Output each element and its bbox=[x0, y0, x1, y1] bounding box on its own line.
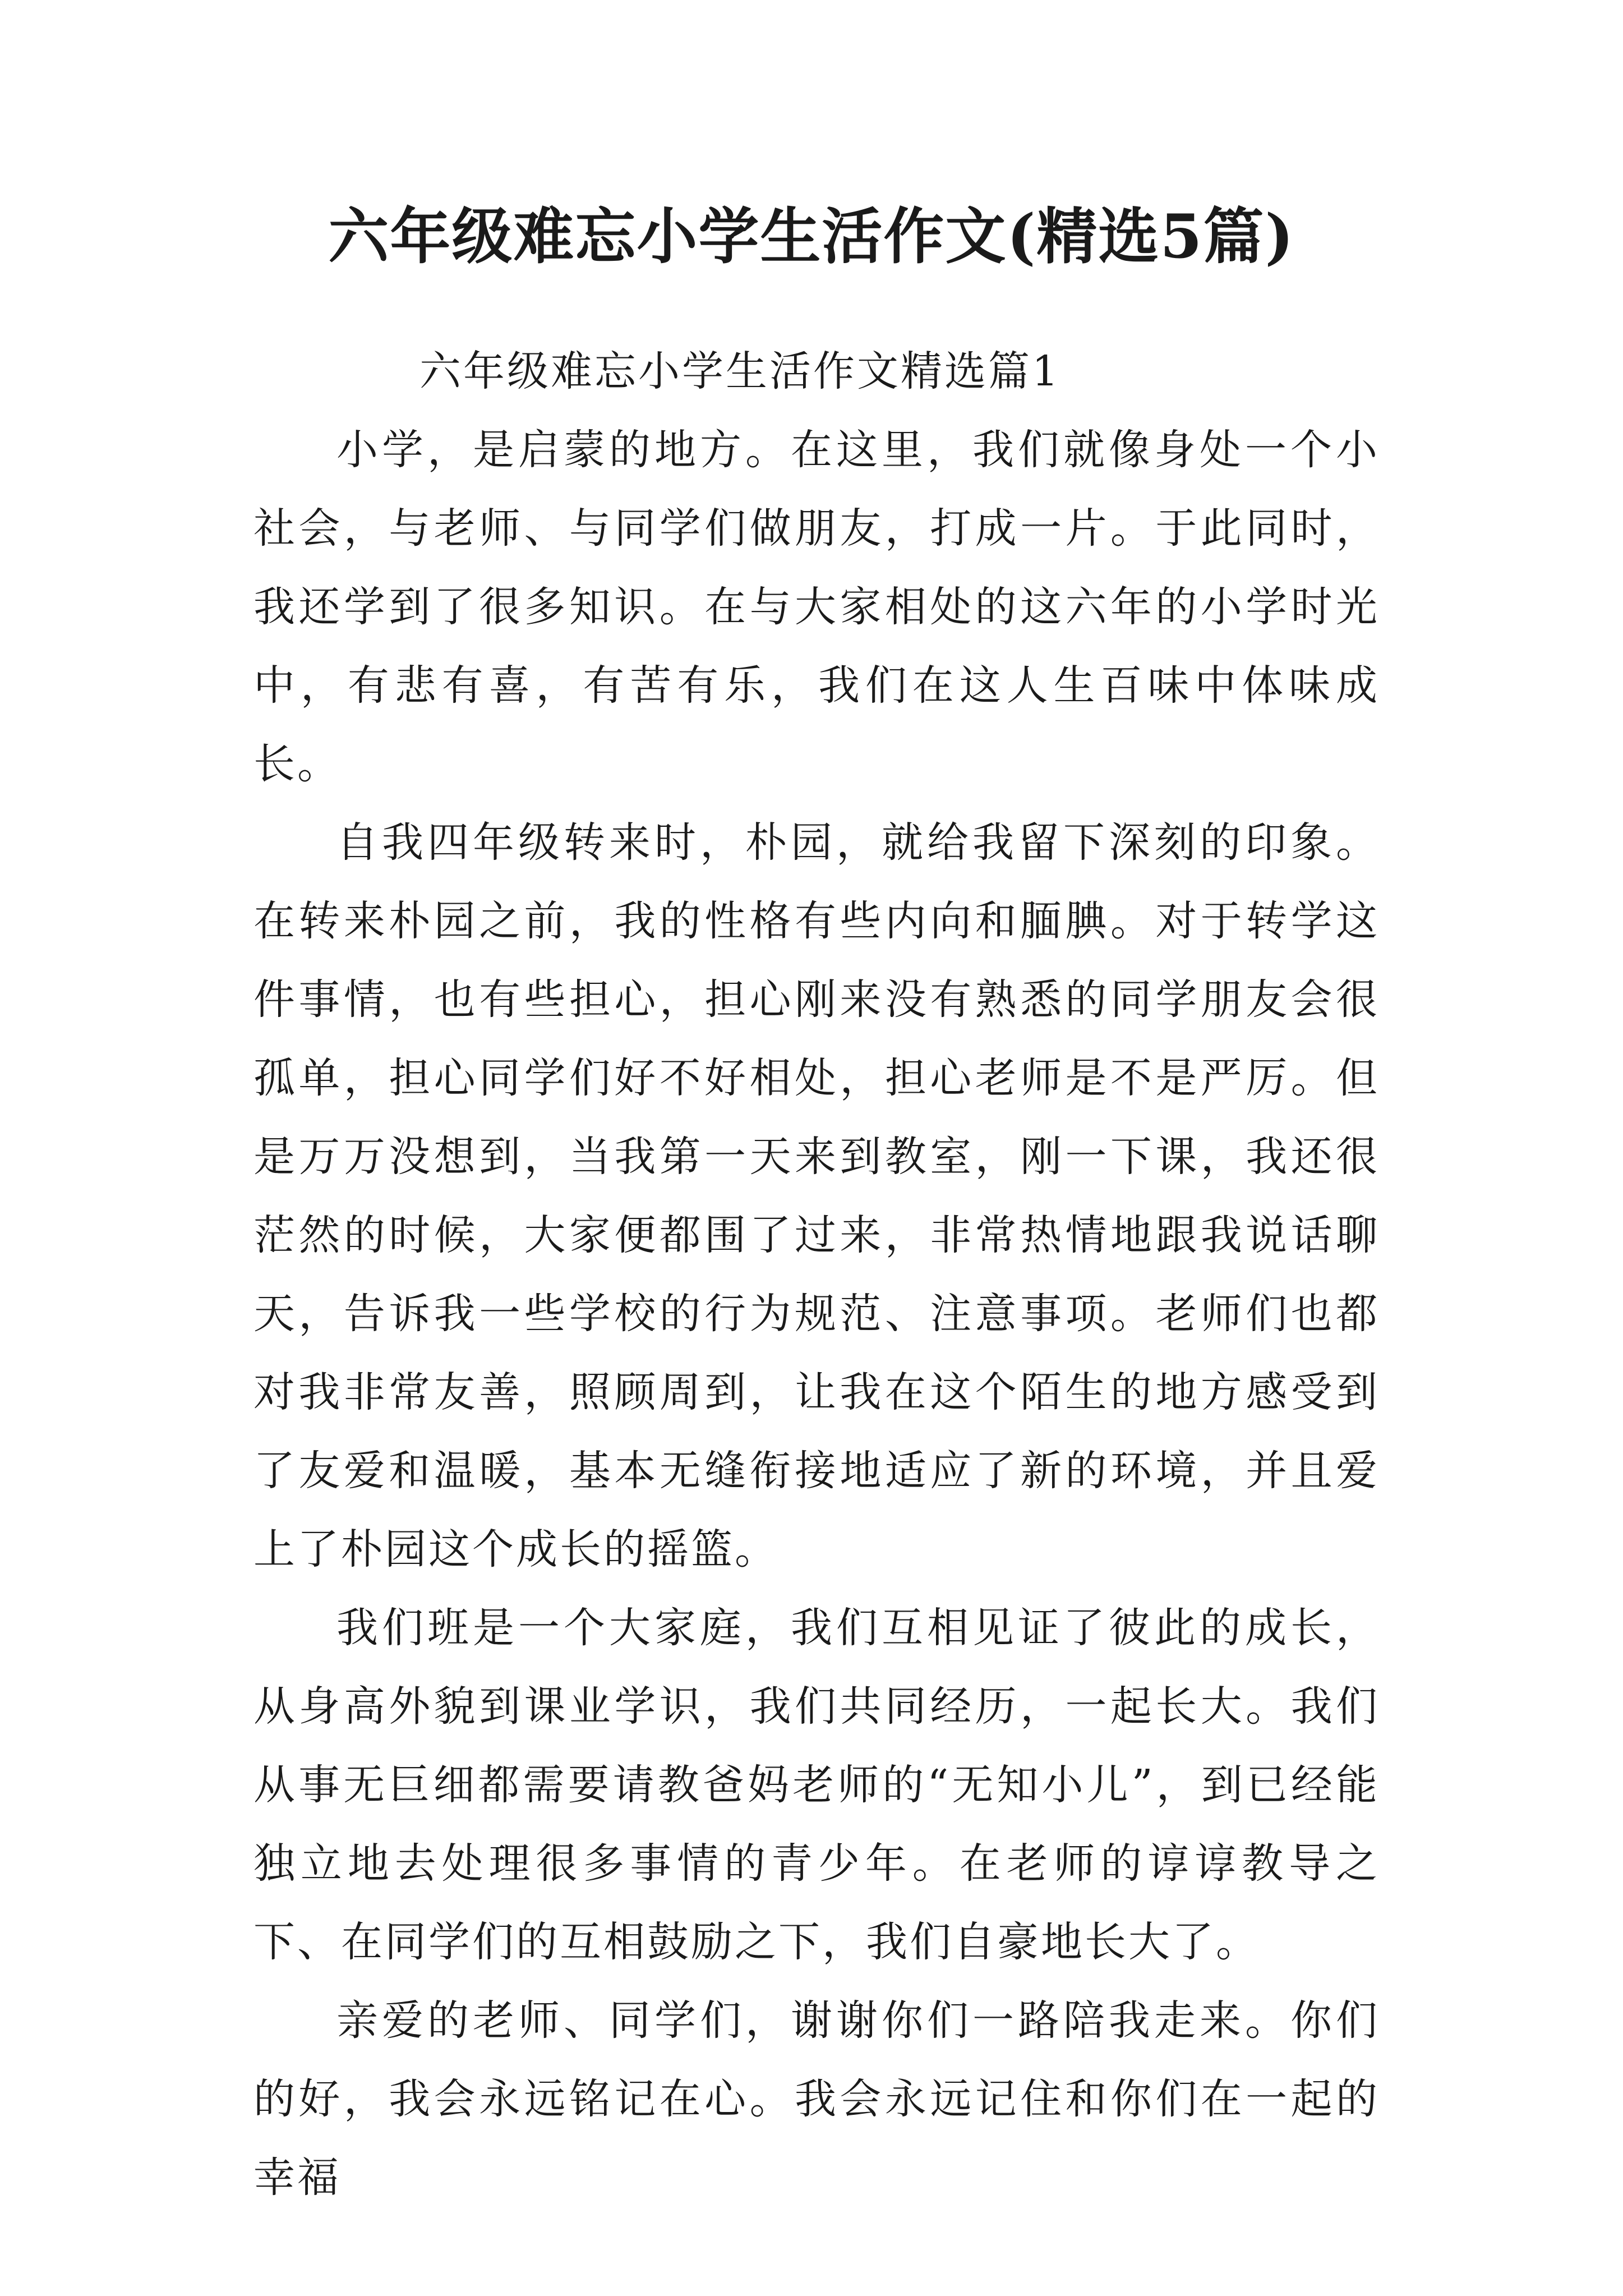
paragraph-4: 亲爱的老师、同学们，谢谢你们一路陪我走来。你们的好，我会永远铭记在心。我会永远记住和你们在一起的幸福 bbox=[253, 1996, 1380, 2202]
document-title: 六年级难忘小学生活作文(精选5篇) bbox=[328, 201, 1295, 272]
paragraph-3: 我们班是一个大家庭，我们互相见证了彼此的成长，从身高外貌到课业学识，我们共同经历，一起长大。我们从事无巨细都需要请教爸妈老师的“无知小儿”，到已经能独立地去处理很多事情的青少年。在老师的谆谆教导之下、在同学们的互相鼓励之下，我们自豪地长大了。 bbox=[253, 1604, 1380, 1966]
paragraph-1: 小学，是启蒙的地方。在这里，我们就像身处一个小社会，与老师、与同学们做朋友，打成一片。于此同时，我还学到了很多知识。在与大家相处的这六年的小学时光中，有悲有喜，有苦有乐，我们在这人生百味中体味成长。 bbox=[253, 426, 1380, 788]
section-heading: 六年级难忘小学生活作文精选篇1 bbox=[419, 347, 1061, 395]
document-body bbox=[253, 332, 1380, 2217]
paragraph-2: 自我四年级转来时，朴园，就给我留下深刻的印象。在转来朴园之前，我的性格有些内向和腼腆。对于转学这件事情，也有些担心，担心刚来没有熟悉的同学朋友会很孤单，担心同学们好不好相处，担心老师是不是严厉。但是万万没想到，当我第一天来到教室，刚一下课，我还很茫然的时候，大家便都围了过来，非常热情地跟我说话聊天，告诉我一些学校的行为规范、注意事项。老师们也都对我非常友善，照顾周到，让我在这个陌生的地方感受到了友爱和温暖，基本无缝衔接地适应了新的环境，并且爱上了朴园这个成长的摇篮。 bbox=[253, 818, 1380, 1573]
